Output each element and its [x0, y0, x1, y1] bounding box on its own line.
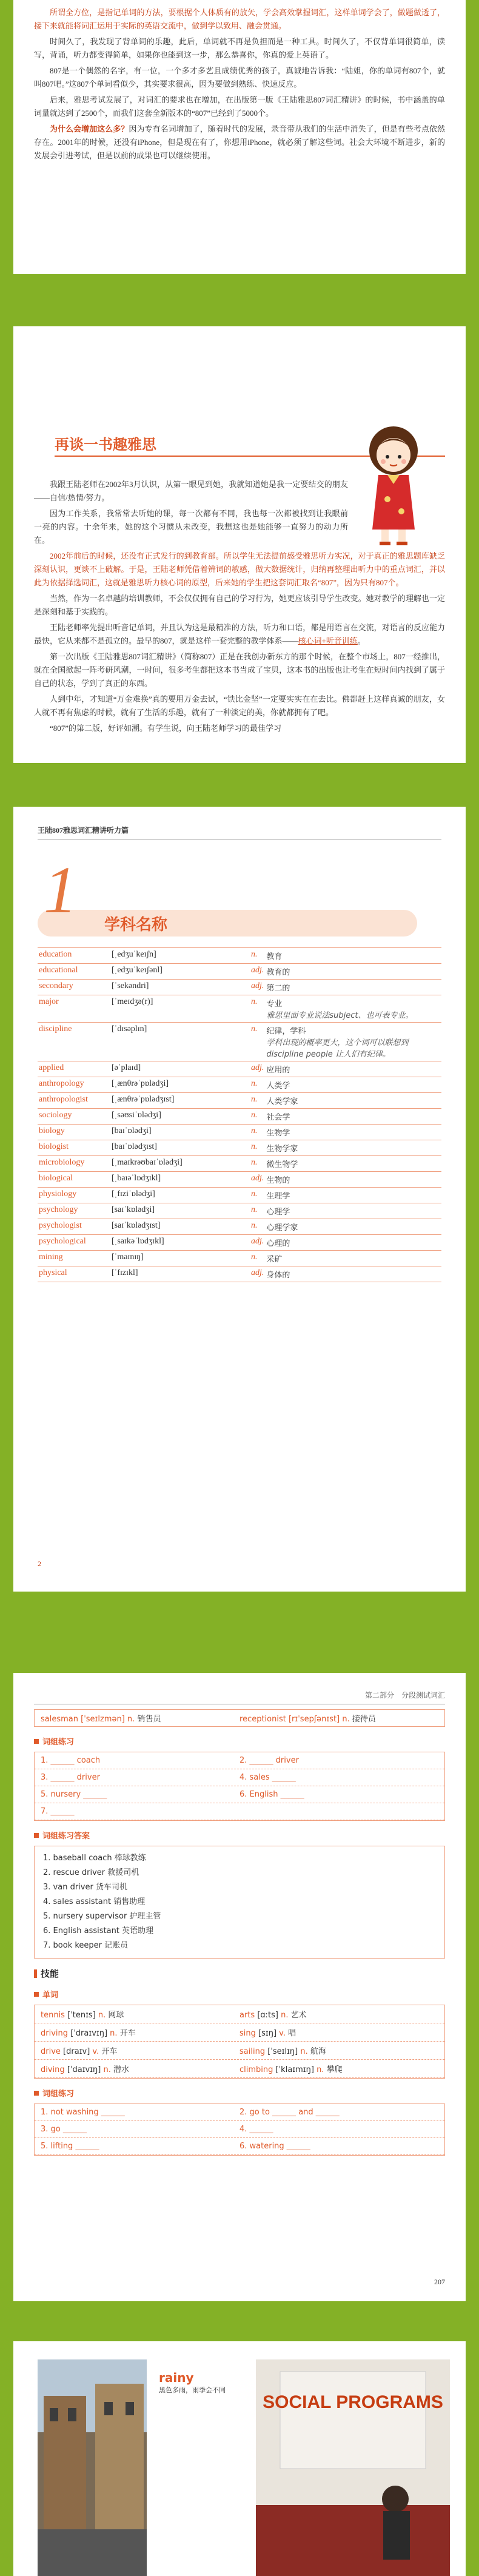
- phonetic: [ˈmeɪdʒə(r)]: [110, 995, 250, 1023]
- usage-note: 学科出现的概率更大，这个词可以联想到 discipline people 让人们有纪律。: [266, 1038, 409, 1059]
- skill-row: [35, 2042, 444, 2060]
- skill-word-entry: tennis [ˈtenɪs] n. 网球: [41, 2011, 124, 2020]
- phonetic: [baɪˈɒlədʒɪst]: [110, 1140, 250, 1156]
- paragraph: 时间久了，我发现了背单词的乐趣，此后，单词就不再是负担而是一种工具。时间久了，不仅背单词很简单，读写，背诵，听力都变得简单，如果你也能到这一步，那么恭喜你，你真的爱上英语了。: [34, 37, 445, 59]
- part-of-speech: n.: [250, 1156, 265, 1172]
- exercise-row: [35, 2104, 444, 2121]
- part-of-speech: n.: [250, 1251, 265, 1266]
- vocab-word: anthropologist: [38, 1093, 110, 1109]
- gloss: 身体的: [265, 1266, 441, 1282]
- phonetic: [ˌbaɪəˈlɒdʒɪkl]: [110, 1172, 250, 1188]
- exercise-item: 5. nursery ______: [41, 1790, 107, 1799]
- page-3: [13, 807, 466, 1592]
- gloss: 生理学: [265, 1188, 441, 1203]
- key-method-highlight: 核心词+听音训练: [298, 636, 358, 645]
- gloss: 纪律，学科 学科出现的概率更大，这个词可以联想到 discipline people 让人们有纪律。: [265, 1023, 441, 1061]
- skills-title: 技能: [41, 1968, 59, 1979]
- vocab-row: [38, 1109, 441, 1125]
- paragraph: 王陆老师率先提出听音记单词，并且认为这是最精准的方法，听力和口语，都是用语言在交流，对语言的反应能力最快，它从来都不是孤立的。最早的807，就是这样一套完整的教学体系——: [34, 623, 445, 645]
- phonetic: [ˌmaɪkrəʊbaɪˈɒlədʒi]: [110, 1156, 250, 1172]
- skill-word-entry: diving [ˈdaɪvɪŋ] n. 潜水: [41, 2065, 130, 2074]
- skill-row: [35, 2005, 444, 2023]
- answer-line: 1. baseball coach 棒球教练: [43, 1854, 146, 1863]
- section-number: 1: [44, 853, 77, 927]
- vocab-word: psychology: [38, 1203, 110, 1219]
- paragraph: 807是一个偶然的名字，有一位，一个多才多艺且成绩优秀的孩子，真诚地告诉我：“陆姐，你的单词有807个，就叫807吧。”这807个单词看似少，其实要求很高，因为要做到熟练、快速反应。: [34, 66, 445, 89]
- phonetic: [ˌsaɪkəˈlɒdʒɪkl]: [110, 1235, 250, 1251]
- gloss: 应用的: [265, 1061, 441, 1077]
- skills-words-box: [34, 2005, 445, 2079]
- gloss: 人类学家: [265, 1093, 441, 1109]
- gloss: 生物的: [265, 1172, 441, 1188]
- gloss: 生物学: [265, 1125, 441, 1140]
- vocab-word: educational: [38, 964, 110, 980]
- phonetic: [ˌænθrəˈpɒlədʒi]: [110, 1077, 250, 1093]
- chapter-title: 再谈一书趣雅思: [55, 437, 156, 453]
- vocab-box: salesman [ˈseɪlzmən] n. 销售员 receptionist [rɪˈsepʃənɪst] n. 接待员: [34, 1709, 445, 1727]
- paragraph: “807”的第二版，好评如潮。有学生说，向王陆老师学习的最佳学习: [50, 724, 282, 733]
- vocab-row: [38, 1023, 441, 1061]
- paragraph: 第一次出版《王陆雅思807词汇精讲》（简称807）正是在我创办新东方的那个时候，在整个市场上，807一经推出，就在全国掀起一阵考研风潮，一时间，很多考生都把这本书当成了宝贝，这本书的出版也让考生在短时间内找到了属于自己的状态，学到了真正的东西。: [34, 652, 445, 688]
- vocab-row: [38, 1061, 441, 1077]
- phonetic: [ˌsəʊsiˈɒlədʒi]: [110, 1109, 250, 1125]
- vocab-row: [38, 1203, 441, 1219]
- bullet-icon: [34, 1833, 39, 1838]
- phonetic: [əˈplaɪd]: [110, 1061, 250, 1077]
- phonetic: [ˌedʒuˈkeɪʃn]: [110, 948, 250, 964]
- paragraph: 后来，雅思考试发展了，对词汇的要求也在增加，在出版第一版《王陆雅思807词汇精讲》的时候，书中涵盖的单词量就达到了2500个，而我们这套全新版本的“807”已经到了5000个。: [34, 95, 445, 118]
- exercise-item: 2. ______ driver: [240, 1756, 299, 1765]
- part-of-speech: adj.: [250, 1061, 265, 1077]
- answers-box: [34, 1846, 445, 1959]
- gloss: 社会学: [265, 1109, 441, 1125]
- exercise-item: 6. English ______: [240, 1790, 304, 1799]
- part-of-speech: n.: [250, 1140, 265, 1156]
- running-header: 第二部分 分段测试词汇: [364, 1691, 445, 1700]
- part-of-speech: n.: [250, 1188, 265, 1203]
- part-of-speech: n.: [250, 1125, 265, 1140]
- exercise-item: 3. ______ driver: [41, 1773, 100, 1782]
- sign-text: SOCIAL PROGRAMS: [263, 2392, 443, 2412]
- part-of-speech: n.: [250, 1219, 265, 1235]
- exercise-item: 2. go to ______ and ______: [240, 2108, 340, 2117]
- exercise-box: [34, 2104, 445, 2156]
- exercise-item: 4. sales ______: [240, 1773, 296, 1782]
- bullet-icon: [34, 1739, 39, 1744]
- vocab-word: mining: [38, 1251, 110, 1266]
- answer-line: 6. English assistant 英语助理: [43, 1926, 154, 1935]
- intro-highlight: 所谓全方位，是指记单词的方法，要根据个人体质有的放矢，学会高效掌握词汇，这样单词学会了，做题做透了，接下来就能将词汇运用于实际的英语交流中，做到学以致用、融会贯通。: [34, 8, 445, 30]
- vocab-word: physiology: [38, 1188, 110, 1203]
- section-title: 学科名称: [104, 915, 168, 933]
- answer-line: 3. van driver 货车司机: [43, 1883, 127, 1892]
- vocab-row: [38, 1235, 441, 1251]
- gloss: 专业 雅思里面专业说法subject、也可表专业。: [265, 995, 441, 1023]
- section-bar: [38, 910, 417, 937]
- vocab-word: discipline: [38, 1023, 110, 1061]
- answer-line: 4. sales assistant 销售助理: [43, 1897, 146, 1906]
- exercise-title: 词组练习: [42, 2090, 75, 2099]
- gloss: 生物学家: [265, 1140, 441, 1156]
- exercise-item: 6. watering ______: [240, 2142, 310, 2151]
- vocabulary-table: [38, 947, 441, 1282]
- vocab-row: [38, 1077, 441, 1093]
- phonetic: [ˈdɪsəplɪn]: [110, 1023, 250, 1061]
- exercise-item: [240, 1807, 438, 1816]
- part-of-speech: n.: [250, 1023, 265, 1061]
- gloss: 心理的: [265, 1235, 441, 1251]
- page-5: [13, 2341, 466, 2576]
- vocab-row: [38, 1188, 441, 1203]
- paragraph: 因为专有名词增加了，随着时代的发展，录音带从我们的生活中消失了，但是有些考点依然存在。2001年的时候，还没有iPhone，但是现在有了，你想用iPhone，就必须了解这些词。社会大环境不断进步，新的发展会引进考试，但是以前的成果也可以继续使用。: [34, 124, 445, 160]
- page-number: 2: [38, 1559, 41, 1568]
- vocab-word: major: [38, 995, 110, 1023]
- phonetic: [ˈmaɪnɪŋ]: [110, 1251, 250, 1266]
- part-of-speech: adj.: [250, 980, 265, 995]
- part-of-speech: n.: [250, 1093, 265, 1109]
- vocab-row: [38, 1140, 441, 1156]
- phonetic: [ˌedʒuˈkeɪʃənl]: [110, 964, 250, 980]
- skill-word-entry: sailing [ˈseɪlɪŋ] n. 航海: [240, 2047, 326, 2056]
- exercise-title: 词组练习: [42, 1738, 75, 1747]
- vocab-row: [38, 980, 441, 995]
- exercise-item: 3. go ______: [41, 2125, 87, 2134]
- section-banner: [38, 853, 441, 947]
- part-of-speech: n.: [250, 948, 265, 964]
- bullet-icon: [34, 2091, 39, 2096]
- caption-bubble: [159, 2370, 244, 2395]
- phonetic: [ˌænθrəˈpɒlədʒɪst]: [110, 1093, 250, 1109]
- bullet-icon: [34, 1992, 39, 1997]
- vocab-row: [38, 1156, 441, 1172]
- paragraph: 人到中年，才知道“万金难换”真的要用万金去试，“铁比金坚”一定要实实在在去比。佛都赶上这样真诚的朋友，女人就不再有焦虑的时候，就有了生活的乐趣，就有了一种淡定的美，你就都拥有了吧。: [34, 694, 445, 717]
- skill-row: [35, 2023, 444, 2042]
- answer-line: 5. nursery supervisor 护理主管: [43, 1912, 161, 1921]
- vocab-word: secondary: [38, 980, 110, 995]
- part-of-speech: adj.: [250, 1172, 265, 1188]
- section-bar-icon: [34, 1969, 37, 1978]
- gloss: 教育: [265, 948, 441, 964]
- caption-word: rainy: [159, 2370, 194, 2385]
- exercise-item: 1. not washing ______: [41, 2108, 125, 2117]
- phonetic: [saɪˈkɒlədʒɪst]: [110, 1219, 250, 1235]
- answers-title: 词组练习答案: [42, 1832, 90, 1841]
- skill-row: [35, 2060, 444, 2078]
- caption-text: 黑色多雨，雨季会不同: [159, 2386, 226, 2394]
- phonetic: [ˈfɪzɪkl]: [110, 1266, 250, 1282]
- question-heading: 为什么会增加这么多？: [50, 124, 129, 133]
- vocab-row: [38, 964, 441, 980]
- vocab-word: sociology: [38, 1109, 110, 1125]
- phonetic: [ˈsekəndri]: [110, 980, 250, 995]
- phonetic: [ˌfɪziˈɒlədʒi]: [110, 1188, 250, 1203]
- vocab-row: [38, 948, 441, 964]
- exercise-row: [35, 1803, 444, 1820]
- exercise-row: [35, 2121, 444, 2138]
- vocab-word: psychological: [38, 1235, 110, 1251]
- gloss: 人类学: [265, 1077, 441, 1093]
- words-title: 单词: [42, 1991, 59, 2000]
- page-4: [13, 1673, 466, 2301]
- running-header: 王陆807雅思词汇精讲听力篇: [38, 826, 129, 835]
- exercise-item: 1. ______ coach: [41, 1756, 101, 1765]
- vocab-row: [38, 995, 441, 1023]
- exercise-row: [35, 1769, 444, 1786]
- gloss: 第二的: [265, 980, 441, 995]
- page-2: 再谈一书趣雅思 我跟王陆老师在2002年3月认识，从第一眼见到她，我就知道她是我一定要结交的朋友——自信/热情/努力。 因为工作关系，我常常去听她的课，每一次都有不同，我也每一次都被找到让我眼前一亮的内容。十余年来，她的这个习惯从未改变，我想这也是她能够一直努力的动力所在。 2002年前后的时候，还没有正式发行的到教育部。所以学生无法提前感受雅思听力实况，对于真正的雅思题库缺乏深刻认识，更谈不上破解。于是，王陆老师凭借着辨词的敏感，做大数据统计，归纳再整理出听力中的重点词汇，并以此为依据择选词汇，这就是雅思听力核心词的原型，后来她的学生把这套词汇取名“807”，因为只有807个。 当然，作为一名卓越的培训教师，不会仅仅拥有自己的学习行为，她更应该引导学生改变。她对教学的理解也一定是深刻和基于实践的。 王陆老师率先提出听音记单词，并且认为这是最精准的方法，听力和口语，都是用语言在交流，对语言的反应能力最快，它从来都不是孤立的。最早的807，就是这样一套完整的教学体系——核心词+听音训练。 第一次出版《王陆雅思807词汇精讲》（简称807）正是在我创办新东方的那个时候，在整个市场上，807一经推出，就在全国掀起一阵考研风潮，一时间，很多考生都把这本书当成了宝贝，这本书的出版也让考生在短时间内找到了属于自己的状态，学到了真正的东西。 人到中年，才知道“万金难换”真的要用万金去试，“铁比金坚”一定要实实在在去比。佛都赶上这样真诚的朋友，女人就不再有焦虑的时候，就有了生活的乐趣，就有了一种淡定的美，你就都拥有了吧。 “807”的第二版，好评如潮。有学生说，向王陆老师学习的最佳学习: [13, 326, 466, 763]
- vocab-row: [38, 1219, 441, 1235]
- part-of-speech: n.: [250, 1203, 265, 1219]
- vocab-row: [38, 1093, 441, 1109]
- vocab-word: microbiology: [38, 1156, 110, 1172]
- answer-line: 7. book keeper 记账员: [43, 1941, 129, 1950]
- exercise-row: [35, 1786, 444, 1803]
- part-of-speech: adj.: [250, 964, 265, 980]
- page-number: 207: [434, 2278, 445, 2286]
- exercise-item: 7. ______: [41, 1807, 75, 1816]
- skill-word-entry: climbing [ˈklaɪmɪŋ] n. 攀爬: [240, 2065, 343, 2074]
- vocab-word: physical: [38, 1266, 110, 1282]
- gloss: 心理学: [265, 1203, 441, 1219]
- part-of-speech: n.: [250, 995, 265, 1023]
- gloss: 教育的: [265, 964, 441, 980]
- skill-word-entry: drive [draɪv] v. 开车: [41, 2047, 118, 2056]
- exercise-box: [34, 1752, 445, 1821]
- skill-word-entry: sing [sɪŋ] v. 唱: [240, 2029, 296, 2038]
- gloss: 采矿: [265, 1251, 441, 1266]
- usage-note: 雅思里面专业说法subject、也可表专业。: [266, 1011, 414, 1020]
- gloss: 心理学家: [265, 1219, 441, 1235]
- skill-word-entry: arts [ɑːts] n. 艺术: [240, 2011, 307, 2020]
- exercise-item: 5. lifting ______: [41, 2142, 99, 2151]
- street-photo: [38, 2359, 147, 2576]
- part-of-speech: n.: [250, 1109, 265, 1125]
- skill-word-entry: driving [ˈdraɪvɪŋ] n. 开车: [41, 2029, 136, 2038]
- paragraph: 因为工作关系，我常常去听她的课，每一次都有不同，我也每一次都被找到让我眼前一亮的内容。十余年来，她的这个习惯从未改变，我想这也是她能够一直努力的动力所在。: [34, 509, 348, 545]
- vocab-word: biological: [38, 1172, 110, 1188]
- vocab-row: [38, 1172, 441, 1188]
- vocab-word: anthropology: [38, 1077, 110, 1093]
- vocab-row: [38, 1251, 441, 1266]
- page-1: [13, 0, 466, 274]
- vocab-word: education: [38, 948, 110, 964]
- paragraph: 我跟王陆老师在2002年3月认识，从第一眼见到她，我就知道她是我一定要结交的朋友——自信/热情/努力。: [34, 480, 348, 502]
- paragraph: 当然，作为一名卓越的培训教师，不会仅仅拥有自己的学习行为，她更应该引导学生改变。她对教学的理解也一定是深刻和基于实践的。: [34, 594, 445, 616]
- vocab-word: applied: [38, 1061, 110, 1077]
- vocab-word: biologist: [38, 1140, 110, 1156]
- part-of-speech: adj.: [250, 1266, 265, 1282]
- exercise-row: [35, 2138, 444, 2155]
- answer-line: 2. rescue driver 救援司机: [43, 1868, 139, 1877]
- vocab-word: biology: [38, 1125, 110, 1140]
- part-of-speech: adj.: [250, 1235, 265, 1251]
- highlight-paragraph: 2002年前后的时候，还没有正式发行的到教育部。所以学生无法提前感受雅思听力实况，对于真正的雅思题库缺乏深刻认识，更谈不上破解。于是，王陆老师凭借着辨词的敏感，做大数据统计，归纳再整理出听力中的重点词汇，并以此为依据择选词汇，这就是雅思听力核心词的原型，后来她的学生把这套词汇取名“807”，因为只有807个。: [34, 551, 445, 587]
- vocab-row: [38, 1125, 441, 1140]
- phonetic: [baɪˈɒlədʒi]: [110, 1125, 250, 1140]
- exercise-row: [35, 1752, 444, 1769]
- phonetic: [saɪˈkɒlədʒi]: [110, 1203, 250, 1219]
- exercise-item: 4. ______: [240, 2125, 273, 2134]
- vocab-row: [38, 1266, 441, 1282]
- vocab-word: psychologist: [38, 1219, 110, 1235]
- office-photo: [256, 2359, 450, 2576]
- part-of-speech: n.: [250, 1077, 265, 1093]
- gloss: 微生物学: [265, 1156, 441, 1172]
- cartoon-girl-illustration: [354, 417, 433, 548]
